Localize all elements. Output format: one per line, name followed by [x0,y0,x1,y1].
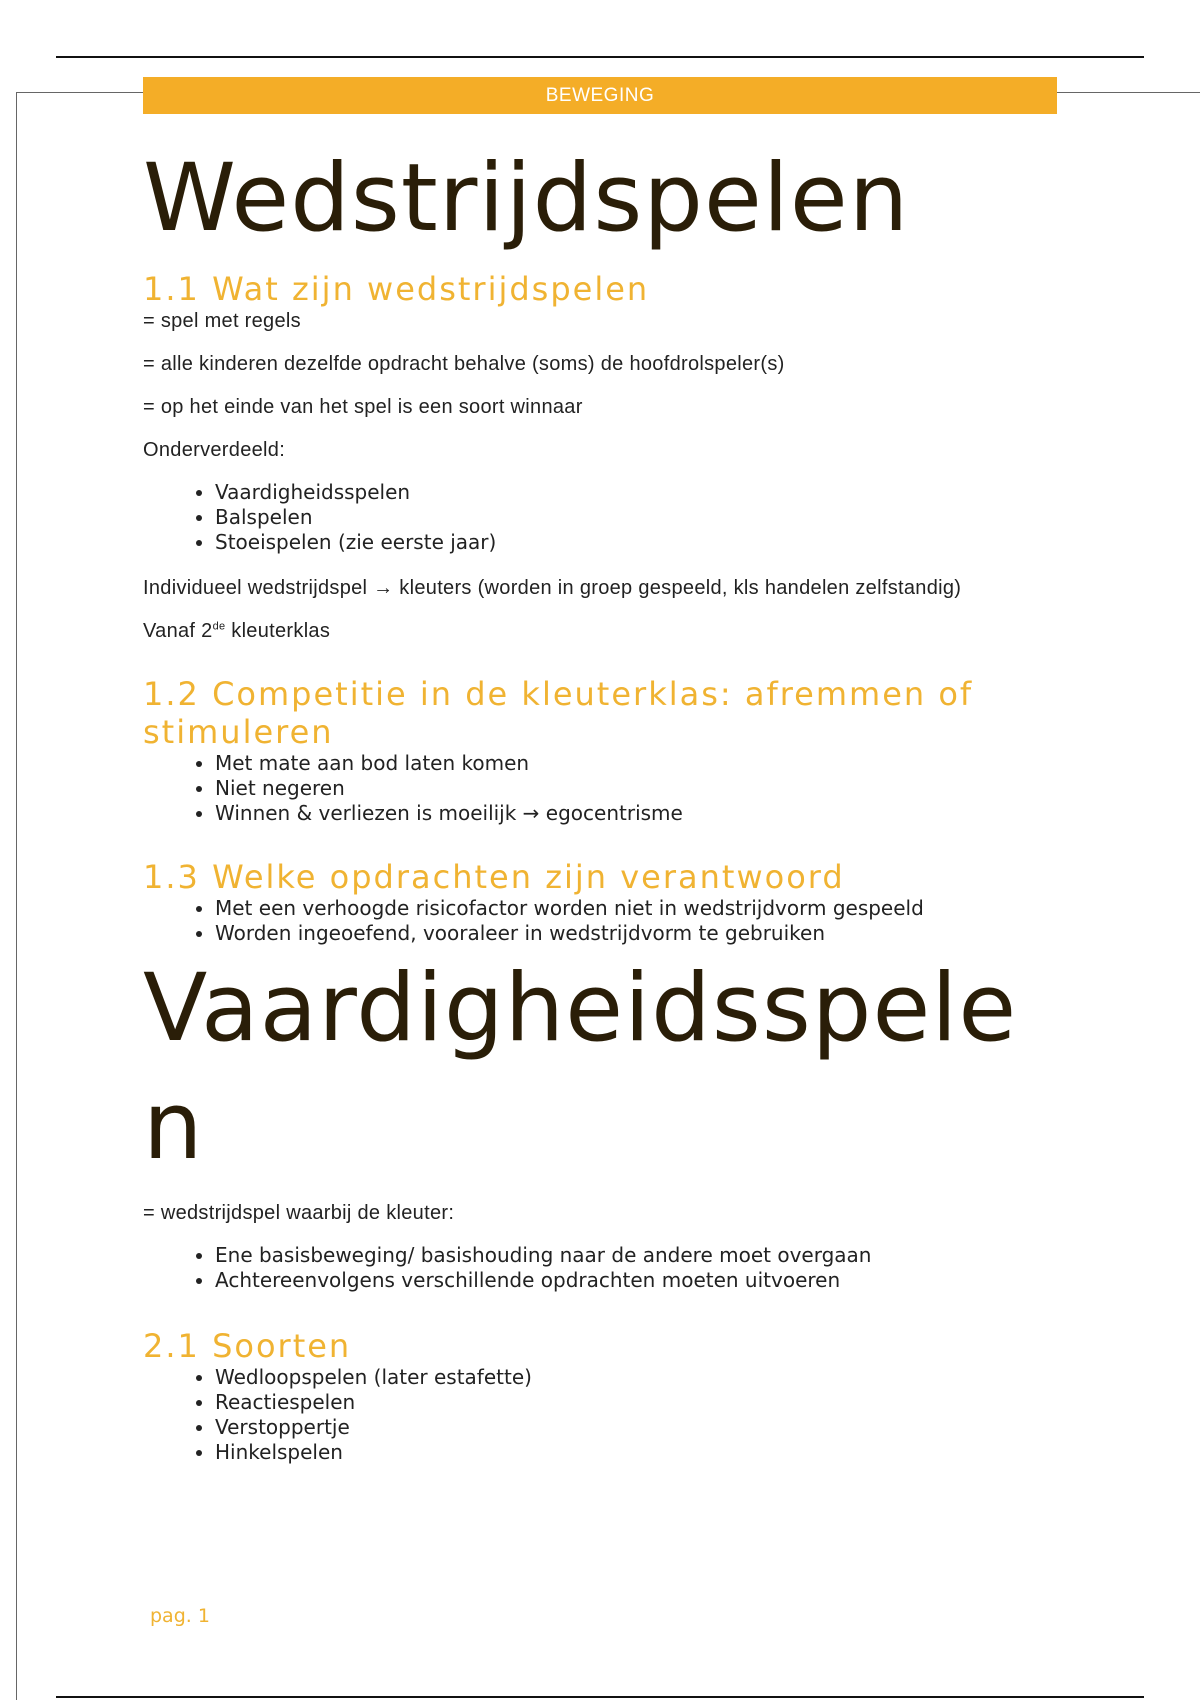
assignments-list [143,896,1063,946]
list-item: • Hinkelspelen [215,1440,1063,1465]
list-item: • Winnen & verliezen is moeilijk → egocentrisme [215,801,1063,826]
list-item: • Reactiespelen [215,1390,1063,1415]
definition-line-2: = alle kinderen dezelfde opdracht behalve (soms) de hoofdrolspeler(s) [143,353,785,375]
list-item: • Met mate aan bod laten komen [215,751,1063,776]
types-list [143,1365,1063,1465]
heading-vaardigheidsspelen: Vaardigheidsspelen [143,954,1018,1181]
top-rule [56,56,1144,58]
list-item: • Met een verhoogde risicofactor worden niet in wedstrijdvorm gespeeld [215,896,1063,921]
list-item: • Wedloopspelen (later estafette) [215,1365,1063,1390]
heading-wedstrijdspelen: Wedstrijdspelen [143,144,910,253]
list-item: • Niet negeren [215,776,1063,801]
individual-text: Individueel wedstrijdspel → kleuters (worden in groep gespeeld, kls handelen zelfstandig) [143,577,962,599]
list-item: • Ene basisbeweging/ basishouding naar de andere moet overgaan [215,1243,1063,1268]
list-item: • Vaardigheidsspelen [215,480,1063,505]
skill-games-list [143,1243,1063,1293]
list-item: • Worden ingeoefend, vooraleer in wedstrijdvorm te gebruiken [215,921,1063,946]
ordinal-sup: de [212,620,226,633]
competition-list [143,751,1063,826]
list-item: • Achtereenvolgens verschillende opdrachten moeten uitvoeren [215,1268,1063,1293]
header-banner: BEWEGING [143,77,1057,114]
page-number: pag. 1 [150,1605,210,1627]
document-content [143,140,1063,1465]
from-class-text [143,618,1063,645]
subheading-1-3: 1.3 Welke opdrachten zijn verantwoord [143,858,845,896]
bottom-rule [56,1696,1144,1698]
subheading-1-2: 1.2 Competitie in de kleuterklas: afremmen of stimuleren [143,675,974,751]
divided-label: Onderverdeeld: [143,439,286,461]
skill-games-intro: = wedstrijdspel waarbij de kleuter: [143,1202,455,1224]
list-item: • Balspelen [215,505,1063,530]
from-prefix: Vanaf 2 [143,620,213,642]
page-frame-left [16,92,17,1700]
subheading-1-1: 1.1 Wat zijn wedstrijdspelen [143,270,650,308]
from-suffix: kleuterklas [225,620,331,642]
definition-line-3: = op het einde van het spel is een soort winnaar [143,396,583,418]
subheading-2-1: 2.1 Soorten [143,1327,352,1365]
divided-list [143,480,1063,555]
list-item: • Stoeispelen (zie eerste jaar) [215,530,1063,555]
definition-line-1: = spel met regels [143,310,301,332]
list-item: • Verstoppertje [215,1415,1063,1440]
